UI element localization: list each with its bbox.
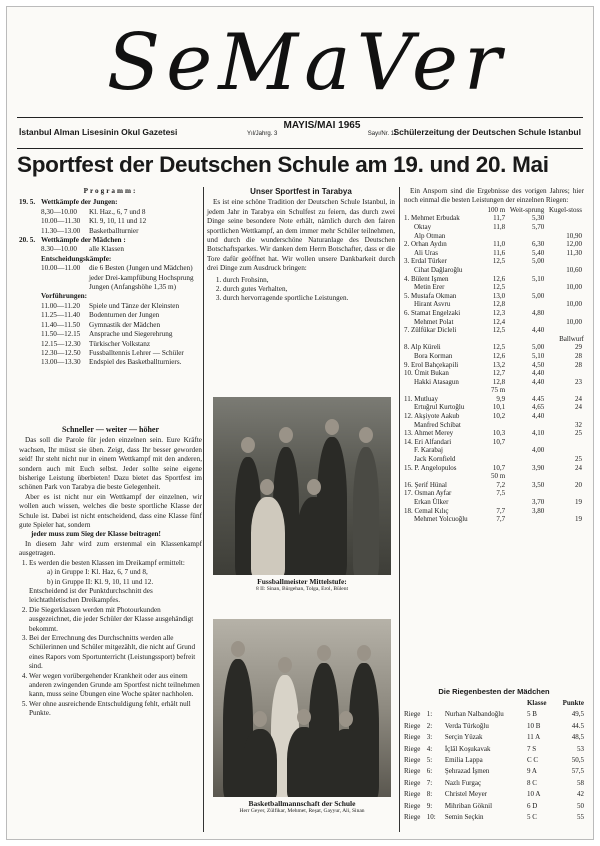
col-header: Weit-sprung — [509, 205, 545, 214]
rule-item: 1. Es werden die besten Klassen im Dreikampf ermittelt: a) in Gruppe I: Kl. Haz, 6, 7 und 8, b) in Gruppe II: Kl. 9, 10, 11 und 12. Entscheidend ist der Punktdurchschnitt des leichtathletischen Dreikampfes. — [29, 559, 202, 606]
results-table — [404, 206, 584, 524]
program-row: 11.30—13.00 Basketballturnier — [41, 226, 139, 235]
program-title: Programm: — [83, 187, 138, 195]
list-item: 1. durch Frohsinn, — [223, 276, 395, 285]
table-row: 13. Ahmet Merey 10,3 4,10 25 — [404, 429, 582, 438]
masthead-title: SeMaVer — [106, 18, 508, 108]
program-row: 12.15—12.30 Türkischer Volkstanz — [41, 339, 151, 348]
table-row: Riege 5: Emilia Lappa C C 50,5 — [404, 756, 584, 765]
issue-date: MAYIS/MAI 1965 — [283, 120, 361, 131]
schneller-article — [19, 425, 202, 719]
table-row: Manfred Schibat 32 — [414, 420, 582, 429]
rule-subitem: a) in Gruppe I: Kl. Haz, 6, 7 und 8, — [47, 568, 148, 577]
column-divider — [203, 187, 204, 832]
results-section — [404, 187, 584, 524]
table-row: 50 m — [490, 472, 506, 481]
program-row: 11.00—11.20 Spiele und Tänze der Kleinsten — [41, 301, 180, 310]
program-row: 11.25—11.40 Bodenturnen der Jungen — [41, 311, 160, 320]
table-row: Mehmet Polat 12,4 10,00 — [414, 317, 582, 326]
girls-table — [404, 698, 584, 823]
newspaper-page — [6, 6, 594, 840]
girls-results-section — [404, 687, 584, 823]
program-row: 12.30—12.50 Fussballtennis Lehrer — Schüler — [41, 348, 184, 357]
table-row: Hirant Asvru 12,8 10,00 — [414, 300, 582, 309]
table-row: 7. Zülfükar Dicleli 12,5 4,40 — [404, 326, 545, 335]
table-row: Riege 7: Nazlı Furgaç 8 C 58 — [404, 778, 584, 787]
issue-number: Sayı/Nr. 11 — [367, 131, 397, 137]
program-section — [19, 187, 202, 368]
paragraph: Aber es ist nicht nur ein Wettkampf der einzelnen, wir wollen auch wissen, welches die beste sportliche Klasse der Schule ist. Dabei ist nicht entscheidend, dass eine Klasse fünf gute Spieler hat, sondern — [19, 492, 202, 530]
masthead-strip — [17, 117, 583, 149]
col-header: 100 m — [487, 205, 506, 214]
ballwurf-label: Ballwurf — [559, 334, 584, 343]
girls-heading: Die Riegenbesten der Mädchen — [438, 687, 550, 696]
paragraph-emphasis: jeder muss zum Sieg der Klasse beitragen! — [31, 530, 161, 539]
program-row: 10.00—11.00 die 6 Besten (Jungen und Mädchen) jeder Drei-kampfübung Hochsprung Jungen (Anfangshöhe 1,35 m) — [41, 264, 194, 292]
table-row: 18. Cemal Kılıç 7,7 3,80 — [404, 506, 545, 515]
table-row: F. Karabaj 4,00 — [414, 446, 545, 455]
table-row: 5. Mustafa Okman 13,0 5,00 — [404, 291, 545, 300]
rule-item: 3. Bei der Errechnung des Durchschnitts werden alle Schülerinnen und Schüler mitgezählt, die nicht auf Grund eines Rapors vom Sportunterricht (Leistungssport) befreit sind. — [29, 634, 202, 672]
list-item: 2. durch gutes Verhalten, — [223, 285, 395, 294]
page-headline: Sportfest der Deutschen Schule am 19. und 20. Mai — [17, 152, 549, 177]
rule-subitem: Entscheidend ist der Punktdurchschnitt des leichtathletischen Dreikampfes. — [29, 586, 153, 605]
column-divider — [399, 187, 400, 832]
issue-info — [247, 120, 397, 137]
rule-item: 5. Wer ohne ausreichende Entschuldigung fehlt, erhält null Punkte. — [29, 700, 202, 719]
issue-year: Yıl/Jahrg. 3 — [247, 131, 278, 137]
table-row: 17. Osman Ayfar 7,5 — [404, 489, 506, 498]
table-row: Mehmet Yolcuoğlu 7,7 19 — [414, 515, 582, 524]
basketball-team-photo — [213, 619, 391, 797]
football-photo-caption: Fussballmeister Mittelstufe: 8 II: Sinan, Bürgehan, Tolga, Erol, Bülent — [256, 577, 348, 592]
paragraph: Es ist eine schöne Tradition der Deutschen Schule Istanbul, in jedem Jahr in Tarabya ein Schulfest zu feiern, das durch zwei Dinge seine besondere Note erhält, nämlich durch den fairen sportlichen Wettkampf, an dem immer mehr Schüler teilnehmen, und durch die wunderschöne Naturanlage des Deutschen Botschaftsparkes. Wir danken dem Herrn Botschafter, dass er die Tore dafür geöffnet hat. Wir wollen unsere Dankbarkeit durch drei Dinge zum Ausdruck bringen: — [207, 198, 395, 273]
col-header: Punkte — [562, 699, 584, 707]
table-row: Riege 6: Şehrazad İşmen 9 A 57,5 — [404, 767, 584, 776]
program-row: 13.00—13.30 Endspiel des Basketballturniers. — [41, 358, 182, 367]
table-row: Riege 1: Nurhan Nalbandoğlu 5 B 49,5 — [404, 710, 584, 719]
table-row: Oktay 11,8 5,70 — [414, 223, 545, 231]
schneller-heading: Schneller — weiter — höher — [61, 425, 160, 434]
table-row: Erkan Ülker 3,70 19 — [414, 498, 582, 506]
table-row: 10. Ümit Bukan 12,7 4,40 — [404, 369, 545, 378]
table-row: 4. Bülent Işmen 12,6 5,10 — [404, 274, 545, 283]
program-row: 11.40—11.50 Gymnastik der Mädchen — [41, 320, 161, 329]
program-row: 8.30—10.00 alle Klassen — [41, 245, 124, 254]
table-row: 2. Orhan Aydın 11,0 6,30 12,00 — [404, 240, 582, 249]
table-row: Riege 4: İçlâl Koşukavak 7 S 53 — [404, 744, 584, 753]
article-heading: Unser Sportfest in Tarabya — [250, 187, 352, 196]
table-row: 11. Mutluay 9,9 4.45 24 — [404, 394, 582, 403]
table-row: 1. Mehmet Erbudak 11,7 5,30 — [404, 214, 545, 223]
table-row: Metin Erer 12,5 10,00 — [414, 283, 582, 292]
program-row: 10.00—11.30 Kl. 9, 10, 11 und 12 — [41, 217, 147, 226]
table-row: Hakki Atasagun 12,8 4,40 23 — [414, 377, 582, 386]
table-row: Riege 3: Serçin Yüzak 11 A 48,5 — [404, 733, 584, 742]
col-header: Klasse — [526, 699, 547, 707]
basketball-photo-caption: Basketballmannschaft der Schule Herr Geyer, Zülfikar, Mehmet, Reşat, Gayyur, Ali, Sinan — [239, 799, 365, 814]
table-row: 6. Stamat Engelzaki 12,3 4,80 — [404, 308, 545, 317]
rule-item: 2. Die Siegerklassen werden mit Photourkunden ausgezeichnet, die jeder Schüler der Klasse ausgehändigt bekommt. — [29, 606, 202, 634]
list-item: 3. durch hervorragende sportliche Leistungen. — [223, 294, 395, 303]
table-row: 75 m — [490, 386, 506, 395]
table-row: Ali Uras 11,6 5,40 11,30 — [414, 248, 582, 257]
football-team-photo — [213, 397, 391, 575]
table-row: 3. Erdal Türker 12,5 5,00 — [404, 257, 545, 266]
paper-subtitle: Schülerzeitung der Deutschen Schule Istanbul — [393, 127, 581, 137]
paragraph: Das soll die Parole für jeden einzelnen sein. Eure Kräfte wachsen, Ihr müsst sie üben. Zeigt, dass Ihr besser geworden seid! Ihr steht nicht nur in einem Wettkampf mit den anderen, sondern auch mit Euch selbst. Jeder sollte seine eigene bisherige Leistung überbieten! Dazu bietet das Sportfest im schönen Park von Tarabya die beste Gelegenheit. — [19, 436, 202, 492]
col-header: Kugel-stoss — [548, 205, 582, 214]
table-row: Riege 8: Christel Meyer 10 A 42 — [404, 790, 584, 799]
table-row: Riege 10: Semin Seçkin 5 C 55 — [404, 813, 584, 822]
table-row: 9. Erol Bahçekapili 13,2 4,50 28 — [404, 360, 582, 369]
program-row: Vorführungen: — [41, 292, 88, 301]
table-row: 15. P. Angelopulos 10,7 3,90 24 — [404, 463, 582, 472]
results-intro: Ein Ansporn sind die Ergebnisse des vorigen Jahres; hier noch einmal die besten Leistungen der einzelnen Riegen: — [404, 187, 584, 205]
table-row: 16. Şerif Hünal 7,2 3,50 20 — [404, 480, 582, 489]
paragraph: In diesem Jahr wird zum erstenmal ein Klassenkampf ausgetragen. — [19, 539, 202, 558]
program-row: 19. 5. Wettkämpfe der Jungen: — [19, 198, 118, 207]
table-row: Jack Kornfield 25 — [414, 455, 582, 464]
table-row: 8. Alp Küreli 12,5 5,00 29 — [404, 343, 582, 352]
table-row: Riege 9: Mihriban Göknil 6 D 50 — [404, 801, 584, 810]
school-name: İstanbul Alman Lisesinin Okul Gazetesi — [19, 127, 178, 137]
sportfest-article — [207, 187, 395, 304]
program-row: 8,30—10.00 Kl. Haz., 6, 7 und 8 — [41, 207, 146, 216]
table-row: Bora Korman 12,6 5,10 28 — [414, 351, 582, 360]
program-row: Entscheidungskämpfe: — [41, 254, 112, 263]
table-row: Alp Otman 10,90 — [414, 231, 582, 240]
rule-item: 4. Wer wegen vorübergehender Krankheit oder aus einem anderen zwingenden Grunde am Sportfest nicht teilnehmen kann, muss seine Übungen eine Woche später nachholen. — [29, 672, 202, 700]
table-row: 14. Eri Alfandari 10,7 — [404, 437, 506, 446]
table-row: Cihat Dağlaroğlu 10,60 — [414, 265, 582, 274]
rule-subitem: b) in Gruppe II: Kl. 9, 10, 11 und 12. — [47, 577, 154, 586]
table-row: 12. Akşiyote Aakub 10,2 4,40 — [404, 412, 545, 421]
table-row: Riege 2: Verda Türkoğlu 10 B 44.5 — [404, 721, 584, 730]
program-row: 20. 5. Wettkämpfe der Mädchen : — [19, 236, 126, 245]
program-row: 11.50—12.15 Ansprache und Siegerehrung — [41, 330, 173, 339]
table-row: Ertuğrul Kurtoğlu 10,1 4,65 24 — [414, 403, 582, 412]
